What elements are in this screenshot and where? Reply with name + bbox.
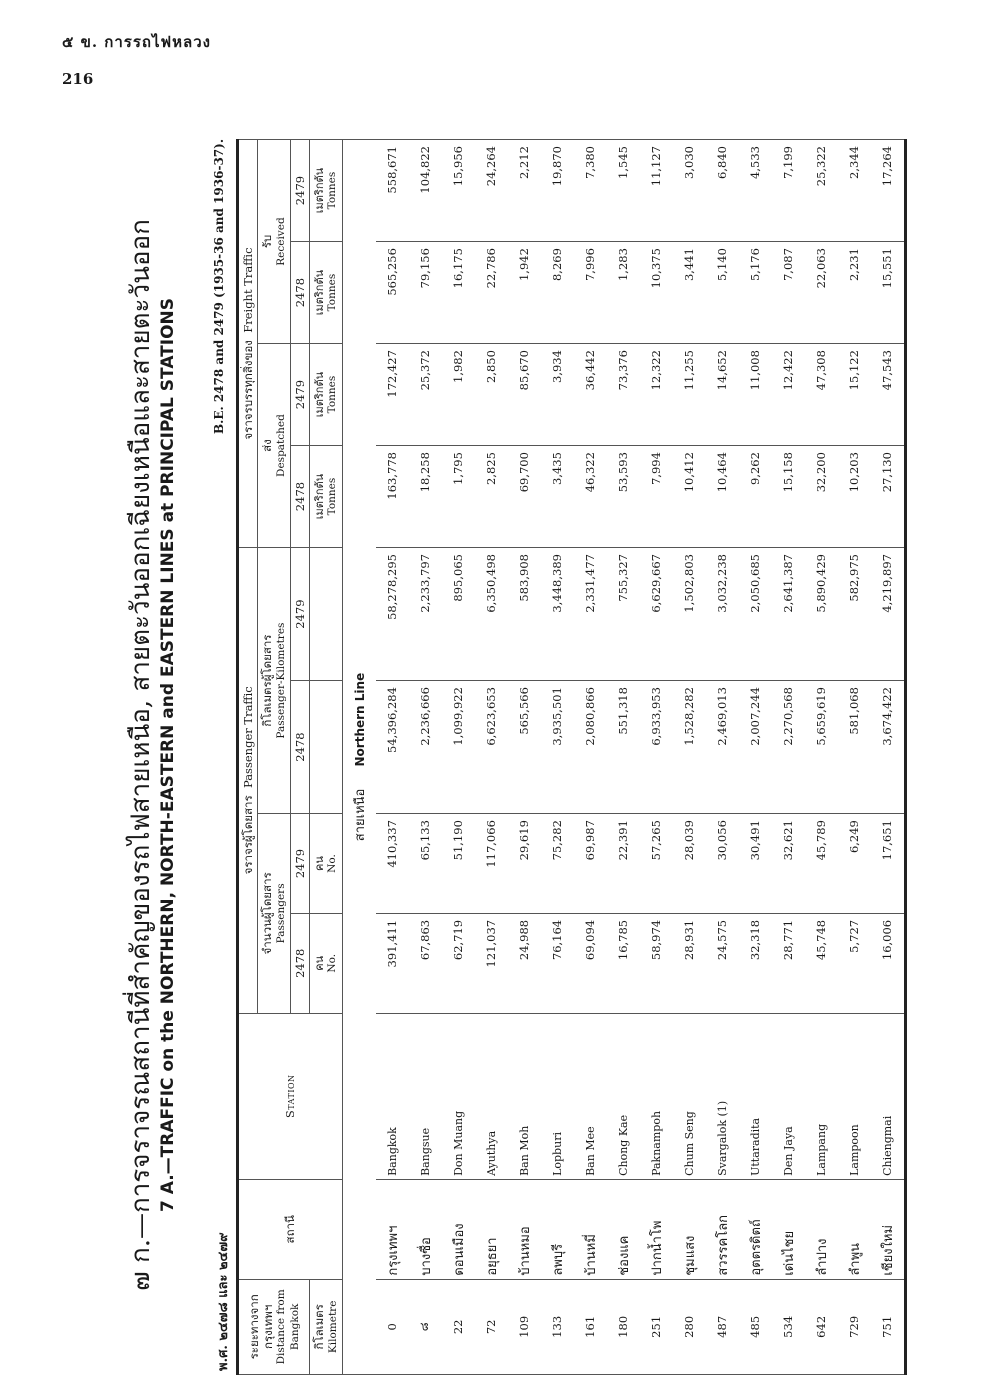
cell-despatched-2479: 47,543 [871,344,906,446]
cell-received-2478: 1,283 [607,242,640,344]
year-header: 2478 [290,681,309,814]
cell-station-english: Ban Mee [574,1013,607,1179]
cell-received-2479: 2,344 [838,140,871,242]
cell-station-thai: ลำปาง [805,1179,838,1279]
table-row [409,140,442,1375]
cell-distance: 280 [673,1279,706,1374]
cell-station-thai: สวรรคโลก [706,1179,739,1279]
cell-despatched-2478: 163,778 [376,446,409,548]
cell-distance: 487 [706,1279,739,1374]
cell-despatched-2478: 69,700 [508,446,541,548]
cell-passenger-km-2478: 3,935,501 [541,681,574,814]
year-header: 2478 [290,242,309,344]
despatched-header: ส่ง Despatched [258,344,291,548]
title-english: 7 A.—TRAFFIC on the NORTHERN, NORTH-EASTERN and EASTERN LINES at PRINCIPAL STATIONS [158,297,178,1213]
cell-station-thai: อุตตรดิตถ์ [739,1179,772,1279]
cell-received-2479: 25,322 [805,140,838,242]
unit-header: คน No. [310,913,343,1013]
cell-passengers-2479: 6,249 [838,814,871,914]
cell-passenger-km-2478: 2,236,666 [409,681,442,814]
cell-station-english: Lampang [805,1013,838,1179]
cell-received-2478: 7,087 [772,242,805,344]
unit-header: เมตริกตัน Tonnes [310,344,343,446]
traffic-table [236,139,907,1375]
cell-distance: 161 [574,1279,607,1374]
cell-despatched-2478: 9,262 [739,446,772,548]
cell-despatched-2479: 25,372 [409,344,442,446]
cell-despatched-2479: 12,422 [772,344,805,446]
cell-passengers-2479: 69,987 [574,814,607,914]
cell-passenger-km-2478: 2,469,013 [706,681,739,814]
cell-distance: ๘ [409,1279,442,1374]
cell-passenger-km-2479: 6,350,498 [475,548,508,681]
cell-despatched-2478: 32,200 [805,446,838,548]
cell-passengers-2478: 5,727 [838,913,871,1013]
cell-passenger-km-2479: 2,233,797 [409,548,442,681]
cell-received-2478: 5,176 [739,242,772,344]
section-title-thai: สายเหนือ [352,788,368,842]
cell-received-2479: 104,822 [409,140,442,242]
cell-despatched-2478: 1,795 [442,446,475,548]
cell-passengers-2479: 410,337 [376,814,409,914]
unit-header: เมตริกตัน Tonnes [310,140,343,242]
page-number: 216 [62,70,94,88]
cell-passenger-km-2479: 583,908 [508,548,541,681]
cell-passenger-km-2478: 3,674,422 [871,681,906,814]
passenger-traffic-header: จราจรผู้โดยสาร Passenger Traffic [238,548,258,1014]
cell-received-2478: 15,551 [871,242,906,344]
cell-station-thai: ปากน้ำโพ [640,1179,673,1279]
year-header: 2479 [290,814,309,914]
cell-passenger-km-2478: 5,659,619 [805,681,838,814]
cell-station-thai: บางซื่อ [409,1179,442,1279]
cell-station-english: Lampoon [838,1013,871,1179]
cell-received-2479: 4,533 [739,140,772,242]
cell-despatched-2479: 11,008 [739,344,772,446]
cell-despatched-2479: 73,376 [607,344,640,446]
table-row [805,140,838,1375]
cell-passenger-km-2478: 2,270,568 [772,681,805,814]
cell-station-english: Svargalok (1) [706,1013,739,1179]
cell-received-2478: 2,231 [838,242,871,344]
cell-station-thai: ลำพูน [838,1179,871,1279]
cell-passengers-2478: 45,748 [805,913,838,1013]
cell-station-thai: กรุงเทพฯ [376,1179,409,1279]
cell-passenger-km-2478: 6,623,653 [475,681,508,814]
cell-despatched-2478: 2,825 [475,446,508,548]
year-header: 2479 [290,140,309,242]
cell-passenger-km-2478: 2,007,244 [739,681,772,814]
cell-received-2478: 5,140 [706,242,739,344]
cell-station-english: Bangkok [376,1013,409,1179]
table-row [739,140,772,1375]
cell-despatched-2478: 18,258 [409,446,442,548]
table-row [574,140,607,1375]
cell-passengers-2479: 51,190 [442,814,475,914]
cell-passenger-km-2479: 2,641,387 [772,548,805,681]
cell-passengers-2478: 16,006 [871,913,906,1013]
cell-passengers-2479: 28,039 [673,814,706,914]
cell-passenger-km-2479: 5,890,429 [805,548,838,681]
cell-received-2478: 8,269 [541,242,574,344]
table-row [607,140,640,1375]
cell-passengers-2479: 57,265 [640,814,673,914]
passenger-km-header: กิโลเมตรผู้โดยสาร Passenger-Kilometres [258,548,291,814]
cell-station-thai: ลพบุรี [541,1179,574,1279]
cell-received-2478: 22,063 [805,242,838,344]
cell-station-english: Don Muang [442,1013,475,1179]
cell-station-english: Paknampoh [640,1013,673,1179]
cell-station-thai: อยุธยา [475,1179,508,1279]
unit-header [310,548,343,681]
cell-despatched-2479: 172,427 [376,344,409,446]
period-english: B.E. 2478 and 2479 (1935-36 and 1936-37). [212,139,226,434]
cell-distance: 0 [376,1279,409,1374]
table-row [838,140,871,1375]
cell-despatched-2478: 7,994 [640,446,673,548]
cell-passenger-km-2479: 2,331,477 [574,548,607,681]
cell-distance: 534 [772,1279,805,1374]
cell-received-2479: 19,870 [541,140,574,242]
cell-passenger-km-2478: 54,396,284 [376,681,409,814]
table-row [871,140,906,1375]
cell-passengers-2479: 117,066 [475,814,508,914]
cell-passengers-2478: 391,411 [376,913,409,1013]
cell-despatched-2478: 10,203 [838,446,871,548]
year-header: 2479 [290,548,309,681]
cell-passenger-km-2479: 582,975 [838,548,871,681]
year-header: 2478 [290,913,309,1013]
cell-received-2479: 3,030 [673,140,706,242]
cell-distance: 22 [442,1279,475,1374]
station-header-english: Station [238,1013,343,1179]
cell-station-english: Ayuthya [475,1013,508,1179]
cell-despatched-2478: 53,593 [607,446,640,548]
cell-passengers-2479: 45,789 [805,814,838,914]
table-row [442,140,475,1375]
cell-station-thai: บ้านหมี่ [574,1179,607,1279]
cell-distance: 133 [541,1279,574,1374]
cell-passengers-2479: 75,282 [541,814,574,914]
cell-passenger-km-2479: 755,327 [607,548,640,681]
cell-passengers-2478: 121,037 [475,913,508,1013]
cell-despatched-2479: 47,308 [805,344,838,446]
cell-distance: 72 [475,1279,508,1374]
cell-station-english: Ban Moh [508,1013,541,1179]
cell-received-2478: 79,156 [409,242,442,344]
cell-passengers-2479: 30,491 [739,814,772,914]
cell-passengers-2478: 69,094 [574,913,607,1013]
cell-despatched-2478: 46,322 [574,446,607,548]
cell-station-thai: ชุมแสง [673,1179,706,1279]
period-thai: พ.ศ. ๒๔๗๘ และ ๒๔๗๙ [216,1232,231,1371]
cell-station-english: Bangsue [409,1013,442,1179]
cell-passengers-2478: 67,863 [409,913,442,1013]
cell-passenger-km-2479: 895,065 [442,548,475,681]
cell-received-2478: 10,375 [640,242,673,344]
cell-station-english: Chum Seng [673,1013,706,1179]
cell-despatched-2479: 12,322 [640,344,673,446]
cell-passenger-km-2478: 1,099,922 [442,681,475,814]
cell-despatched-2479: 2,850 [475,344,508,446]
section-row [342,140,376,1375]
cell-passengers-2478: 28,931 [673,913,706,1013]
kilometre-unit-header: กิโลเมตร Kilometre [310,1279,343,1374]
cell-passenger-km-2479: 1,502,803 [673,548,706,681]
cell-station-english: Chong Kae [607,1013,640,1179]
cell-passenger-km-2478: 581,068 [838,681,871,814]
cell-despatched-2479: 85,670 [508,344,541,446]
cell-received-2478: 16,175 [442,242,475,344]
cell-passenger-km-2479: 2,050,685 [739,548,772,681]
cell-passengers-2478: 24,575 [706,913,739,1013]
table-row [706,140,739,1375]
cell-despatched-2479: 3,934 [541,344,574,446]
received-header: รับ Received [258,140,291,344]
cell-passenger-km-2479: 6,629,667 [640,548,673,681]
cell-passengers-2479: 30,056 [706,814,739,914]
cell-despatched-2479: 11,255 [673,344,706,446]
cell-passengers-2479: 65,133 [409,814,442,914]
cell-passenger-km-2478: 551,318 [607,681,640,814]
cell-station-english: Lopburi [541,1013,574,1179]
title-thai: ๗ ก.—การจราจรณสถานีที่สำคัญของรถไฟสายเหนือ, สายตะวันออกเฉียงเหนือและสายตะวันออก [126,219,156,1291]
cell-station-english: Chiengmai [871,1013,906,1179]
cell-despatched-2478: 10,464 [706,446,739,548]
cell-passengers-2478: 32,318 [739,913,772,1013]
cell-despatched-2478: 15,158 [772,446,805,548]
cell-despatched-2478: 10,412 [673,446,706,548]
table-row [475,140,508,1375]
cell-despatched-2478: 27,130 [871,446,906,548]
table-row [772,140,805,1375]
cell-received-2479: 6,840 [706,140,739,242]
cell-received-2479: 558,671 [376,140,409,242]
cell-received-2479: 7,380 [574,140,607,242]
cell-passengers-2479: 29,619 [508,814,541,914]
cell-despatched-2479: 15,122 [838,344,871,446]
year-header: 2478 [290,446,309,548]
unit-header [310,681,343,814]
cell-passenger-km-2479: 3,448,389 [541,548,574,681]
cell-station-english: Den Jaya [772,1013,805,1179]
cell-passengers-2479: 17,651 [871,814,906,914]
distance-header: ระยะทางจากกรุงเทพฯ Distance from Bangkok [238,1279,310,1374]
cell-despatched-2478: 3,435 [541,446,574,548]
cell-station-thai: ช่องแค [607,1179,640,1279]
cell-passengers-2478: 28,771 [772,913,805,1013]
table-row [673,140,706,1375]
cell-received-2479: 24,264 [475,140,508,242]
cell-despatched-2479: 1,982 [442,344,475,446]
cell-passenger-km-2478: 565,566 [508,681,541,814]
cell-passengers-2478: 76,164 [541,913,574,1013]
cell-station-thai: เชียงใหม่ [871,1179,906,1279]
cell-distance: 642 [805,1279,838,1374]
cell-passengers-2478: 24,988 [508,913,541,1013]
cell-received-2479: 1,545 [607,140,640,242]
cell-passengers-2478: 62,719 [442,913,475,1013]
table-row [640,140,673,1375]
cell-distance: 485 [739,1279,772,1374]
unit-header: เมตริกตัน Tonnes [310,242,343,344]
cell-despatched-2479: 14,652 [706,344,739,446]
cell-received-2478: 565,256 [376,242,409,344]
cell-despatched-2479: 36,442 [574,344,607,446]
unit-header: เมตริกตัน Tonnes [310,446,343,548]
cell-passengers-2479: 32,621 [772,814,805,914]
cell-distance: 729 [838,1279,871,1374]
cell-passengers-2478: 16,785 [607,913,640,1013]
passengers-header: จำนวนผู้โดยสาร Passengers [258,814,291,1014]
cell-distance: 251 [640,1279,673,1374]
cell-passenger-km-2479: 58,278,295 [376,548,409,681]
section-title-english: Northern Line [352,672,367,767]
cell-passenger-km-2478: 6,933,953 [640,681,673,814]
cell-station-thai: เด่นไชย [772,1179,805,1279]
cell-received-2478: 22,786 [475,242,508,344]
cell-received-2479: 15,956 [442,140,475,242]
cell-received-2478: 7,996 [574,242,607,344]
cell-passenger-km-2478: 2,080,866 [574,681,607,814]
station-header-thai: สถานี [238,1179,343,1279]
cell-received-2479: 7,199 [772,140,805,242]
cell-received-2478: 1,942 [508,242,541,344]
cell-received-2479: 2,212 [508,140,541,242]
year-header: 2479 [290,344,309,446]
cell-passenger-km-2479: 4,219,897 [871,548,906,681]
table-row [541,140,574,1375]
cell-station-thai: ดอนเมือง [442,1179,475,1279]
cell-passengers-2479: 22,391 [607,814,640,914]
cell-distance: 180 [607,1279,640,1374]
cell-received-2478: 3,441 [673,242,706,344]
cell-passenger-km-2478: 1,528,282 [673,681,706,814]
running-head: ๕ ข. การรถไฟหลวง [62,33,211,51]
freight-traffic-header: จราจรบรรทุกสิ่งของ Freight Traffic [238,140,258,548]
cell-distance: 751 [871,1279,906,1374]
cell-received-2479: 17,264 [871,140,906,242]
cell-passengers-2478: 58,974 [640,913,673,1013]
cell-received-2479: 11,127 [640,140,673,242]
cell-station-english: Uttaradita [739,1013,772,1179]
unit-header: คน No. [310,814,343,914]
cell-distance: 109 [508,1279,541,1374]
table-row [376,140,409,1375]
rotated-table-page [100,135,900,1375]
section-title [342,140,376,1375]
cell-passenger-km-2479: 3,032,238 [706,548,739,681]
cell-station-thai: บ้านหมอ [508,1179,541,1279]
table-row [508,140,541,1375]
